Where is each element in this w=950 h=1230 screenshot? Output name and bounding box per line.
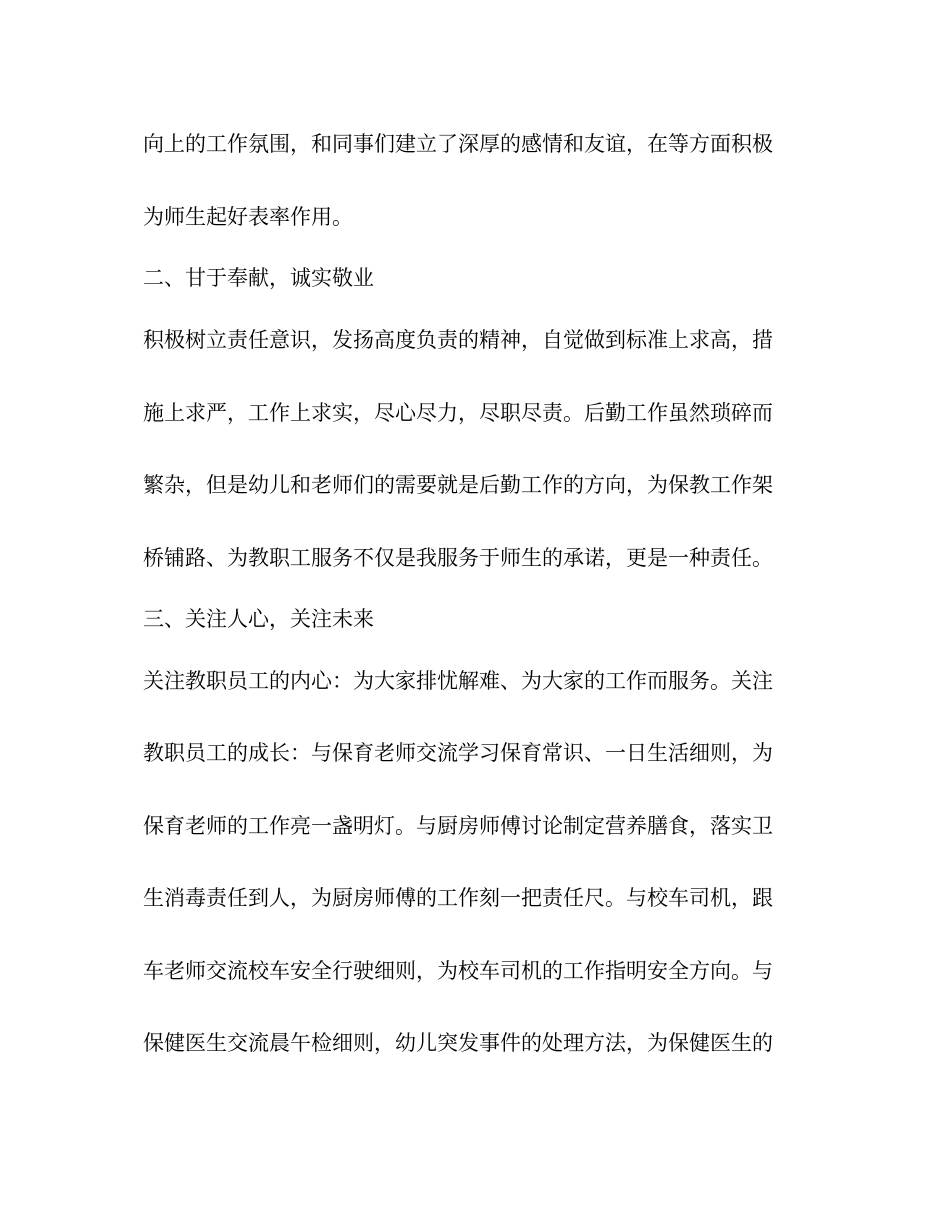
- paragraph-line: 教职员工的成长：与保育老师交流学习保育常识、一日生活细则，为: [143, 741, 773, 765]
- paragraph-line: 积极树立责任意识，发扬高度负责的精神，自觉做到标准上求高，措: [143, 328, 773, 352]
- paragraph-line: 车老师交流校车安全行驶细则，为校车司机的工作指明安全方向。与: [143, 959, 773, 983]
- paragraph-line: 保育老师的工作亮一盏明灯。与厨房师傅讨论制定营养膳食，落实卫: [143, 814, 773, 838]
- paragraph-line: 关注教职员工的内心：为大家排忧解难、为大家的工作而服务。关注: [143, 669, 773, 693]
- section-heading: 三、关注人心，关注未来: [143, 607, 374, 631]
- paragraph-line: 向上的工作氛围，和同事们建立了深厚的感情和友谊，在等方面积极: [143, 132, 773, 156]
- paragraph-line: 生消毒责任到人，为厨房师傅的工作刻一把责任尺。与校车司机，跟: [143, 886, 773, 910]
- paragraph-line: 繁杂，但是幼儿和老师们的需要就是后勤工作的方向，为保教工作架: [143, 473, 773, 497]
- paragraph-line: 施上求严，工作上求实，尽心尽力，尽职尽责。后勤工作虽然琐碎而: [143, 401, 773, 425]
- paragraph-line: 为师生起好表率作用。: [143, 205, 353, 229]
- paragraph-line: 保健医生交流晨午检细则，幼儿突发事件的处理方法，为保健医生的: [143, 1031, 773, 1055]
- section-heading: 二、甘于奉献，诚实敬业: [143, 266, 374, 290]
- paragraph-line: 桥铺路、为教职工服务不仅是我服务于师生的承诺，更是一种责任。: [143, 546, 773, 570]
